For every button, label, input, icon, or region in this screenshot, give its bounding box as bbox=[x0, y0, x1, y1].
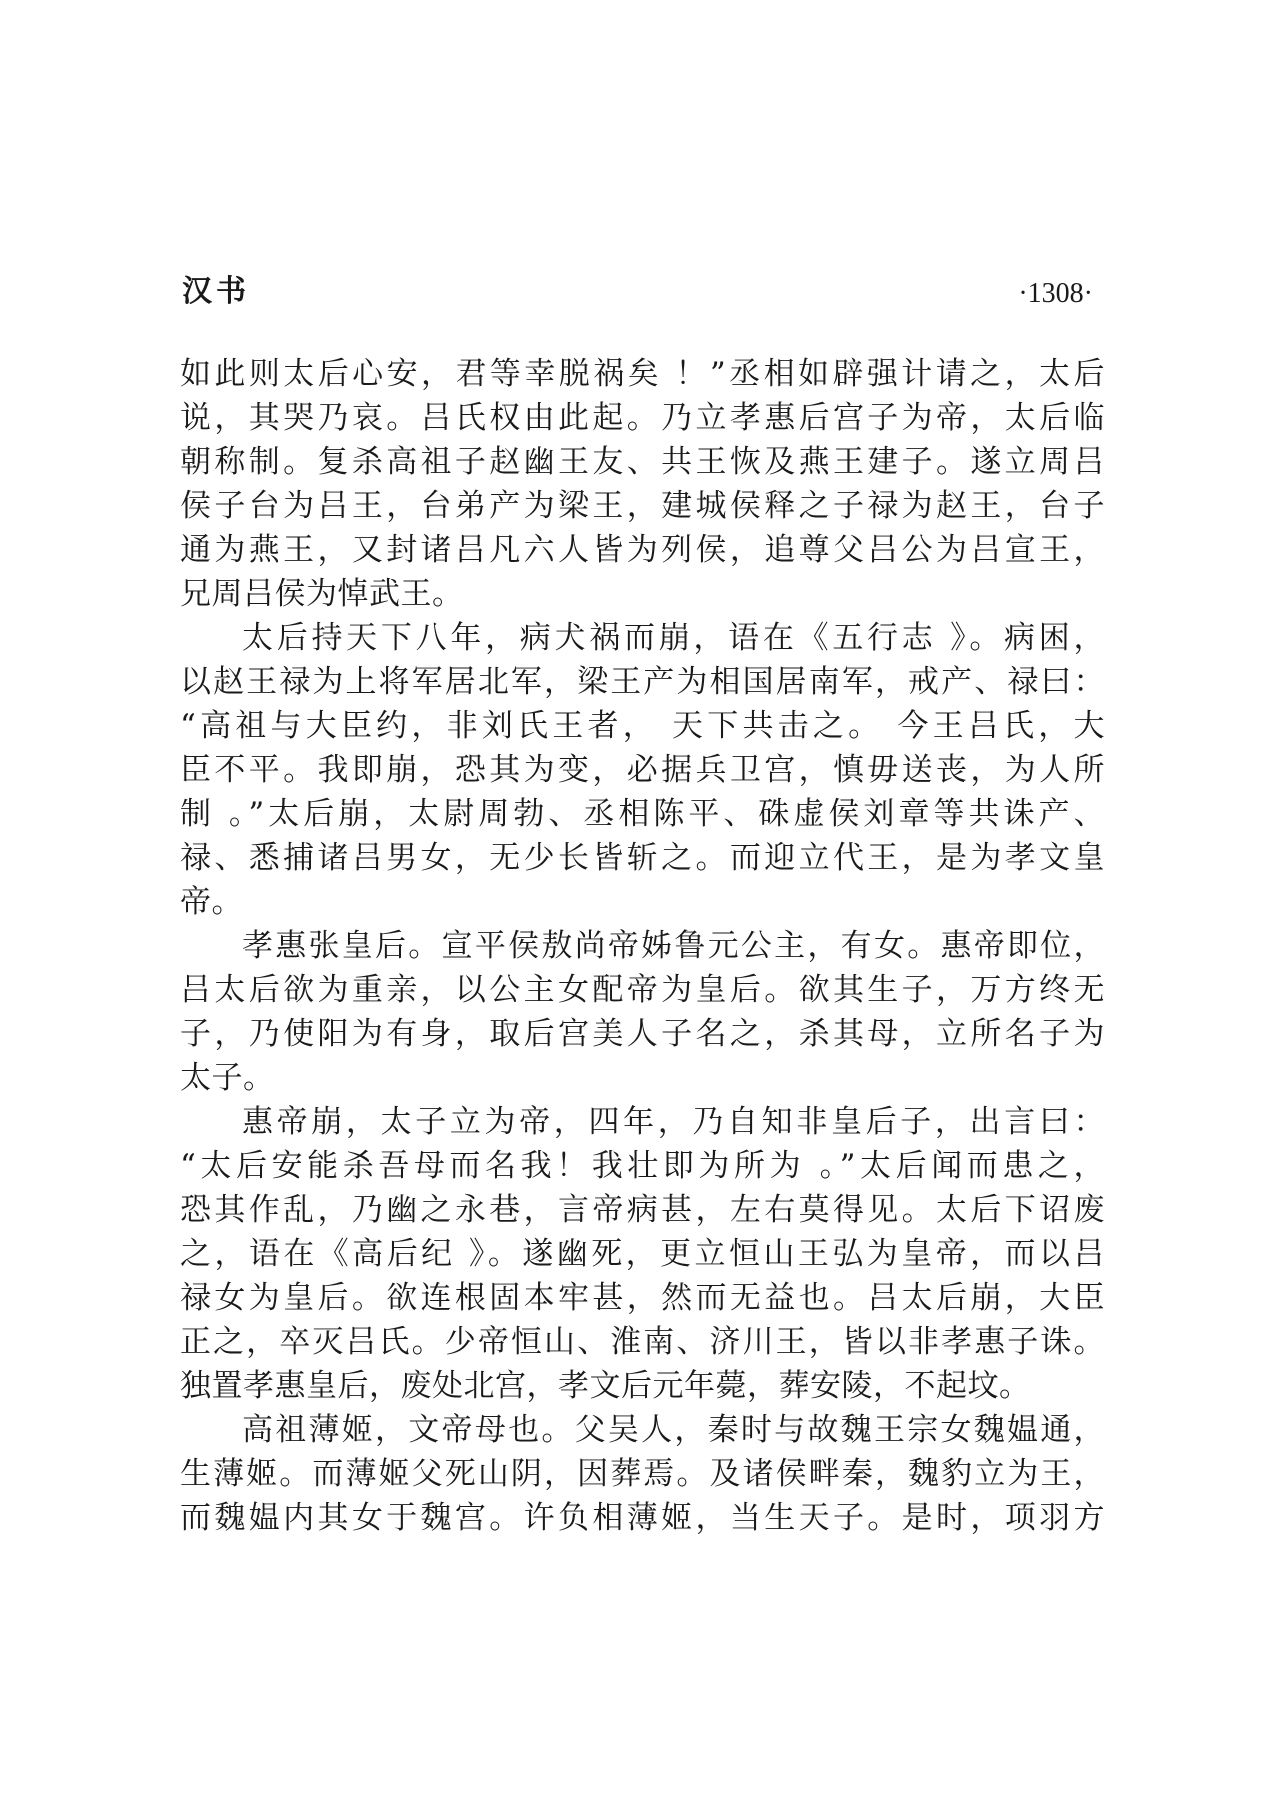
text-line: 孝惠张皇后。宣平侯敖尚帝姊鲁元公主，有女。惠帝即位， bbox=[242, 928, 1105, 964]
text-line: 禄、悉捕诸吕男女，无少长皆斩之。而迎立代王，是为孝文皇 bbox=[180, 840, 1105, 876]
text-line: 禄女为皇后。欲连根固本牢甚，然而无益也。吕太后崩，大臣 bbox=[180, 1280, 1105, 1316]
text-line: 恐其作乱，乃幽之永巷，言帝病甚，左右莫得见。太后下诏废 bbox=[180, 1192, 1105, 1228]
text-line: 侯子台为吕王，台弟产为梁王，建城侯释之子禄为赵王，台子 bbox=[180, 488, 1105, 524]
text-line: 以赵王禄为上将军居北军，梁王产为相国居南军，戒产、禄曰： bbox=[180, 664, 1105, 700]
text-line: “高祖与大臣约，非刘氏王者， 天下共击之。 今王吕氏，大 bbox=[180, 708, 1105, 744]
text-line: 如此则太后心安，君等幸脱祸矣 ！”丞相如辟强计请之，太后 bbox=[180, 356, 1105, 392]
text-line: 朝称制。复杀高祖子赵幽王友、共王恢及燕王建子。遂立周吕 bbox=[180, 444, 1105, 480]
text-line: 之，语在《高后纪 》。遂幽死，更立恒山王弘为皇帝，而以吕 bbox=[180, 1236, 1105, 1272]
text-line: 正之，卒灭吕氏。少帝恒山、淮南、济川王，皆以非孝惠子诛。 bbox=[180, 1324, 1105, 1360]
text-line: 太子。 bbox=[180, 1060, 275, 1096]
text-line: 通为燕王，又封诸吕凡六人皆为列侯，追尊父吕公为吕宣王， bbox=[180, 532, 1105, 568]
text-line: 吕太后欲为重亲，以公主女配帝为皇后。欲其生子，万方终无 bbox=[180, 972, 1105, 1008]
book-title: 汉书 bbox=[182, 274, 250, 309]
text-line: 独置孝惠皇后，废处北宫，孝文后元年薨，葬安陵，不起坟。 bbox=[180, 1368, 1031, 1404]
body-text bbox=[180, 352, 1105, 1540]
text-line: “太后安能杀吾母而名我！我壮即为所为 。”太后闻而患之， bbox=[180, 1148, 1105, 1184]
text-line: 惠帝崩，太子立为帝，四年，乃自知非皇后子，出言曰： bbox=[242, 1104, 1105, 1140]
page-number: ·1308· bbox=[1018, 278, 1093, 309]
text-line: 而魏媪内其女于魏宫。许负相薄姬，当生天子。是时，项羽方 bbox=[180, 1500, 1105, 1536]
text-line: 制 。”太后崩，太尉周勃、丞相陈平、硃虚侯刘章等共诛产、 bbox=[180, 796, 1105, 832]
text-line: 子，乃使阳为有身，取后宫美人子名之，杀其母，立所名子为 bbox=[180, 1016, 1105, 1052]
text-line: 高祖薄姬，文帝母也。父吴人，秦时与故魏王宗女魏媪通， bbox=[242, 1412, 1105, 1448]
text-line: 太后持天下八年，病犬祸而崩，语在《五行志 》。病困， bbox=[242, 620, 1105, 656]
text-line: 生薄姬。而薄姬父死山阴，因葬焉。及诸侯畔秦，魏豹立为王， bbox=[180, 1456, 1105, 1492]
text-line: 说，其哭乃哀。吕氏权由此起。乃立孝惠后宫子为帝，太后临 bbox=[180, 400, 1105, 436]
text-line: 兄周吕侯为悼武王。 bbox=[180, 576, 464, 612]
text-line: 臣不平。我即崩，恐其为变，必据兵卫宫，慎毋送丧，为人所 bbox=[180, 752, 1105, 788]
text-line: 帝。 bbox=[180, 884, 243, 920]
